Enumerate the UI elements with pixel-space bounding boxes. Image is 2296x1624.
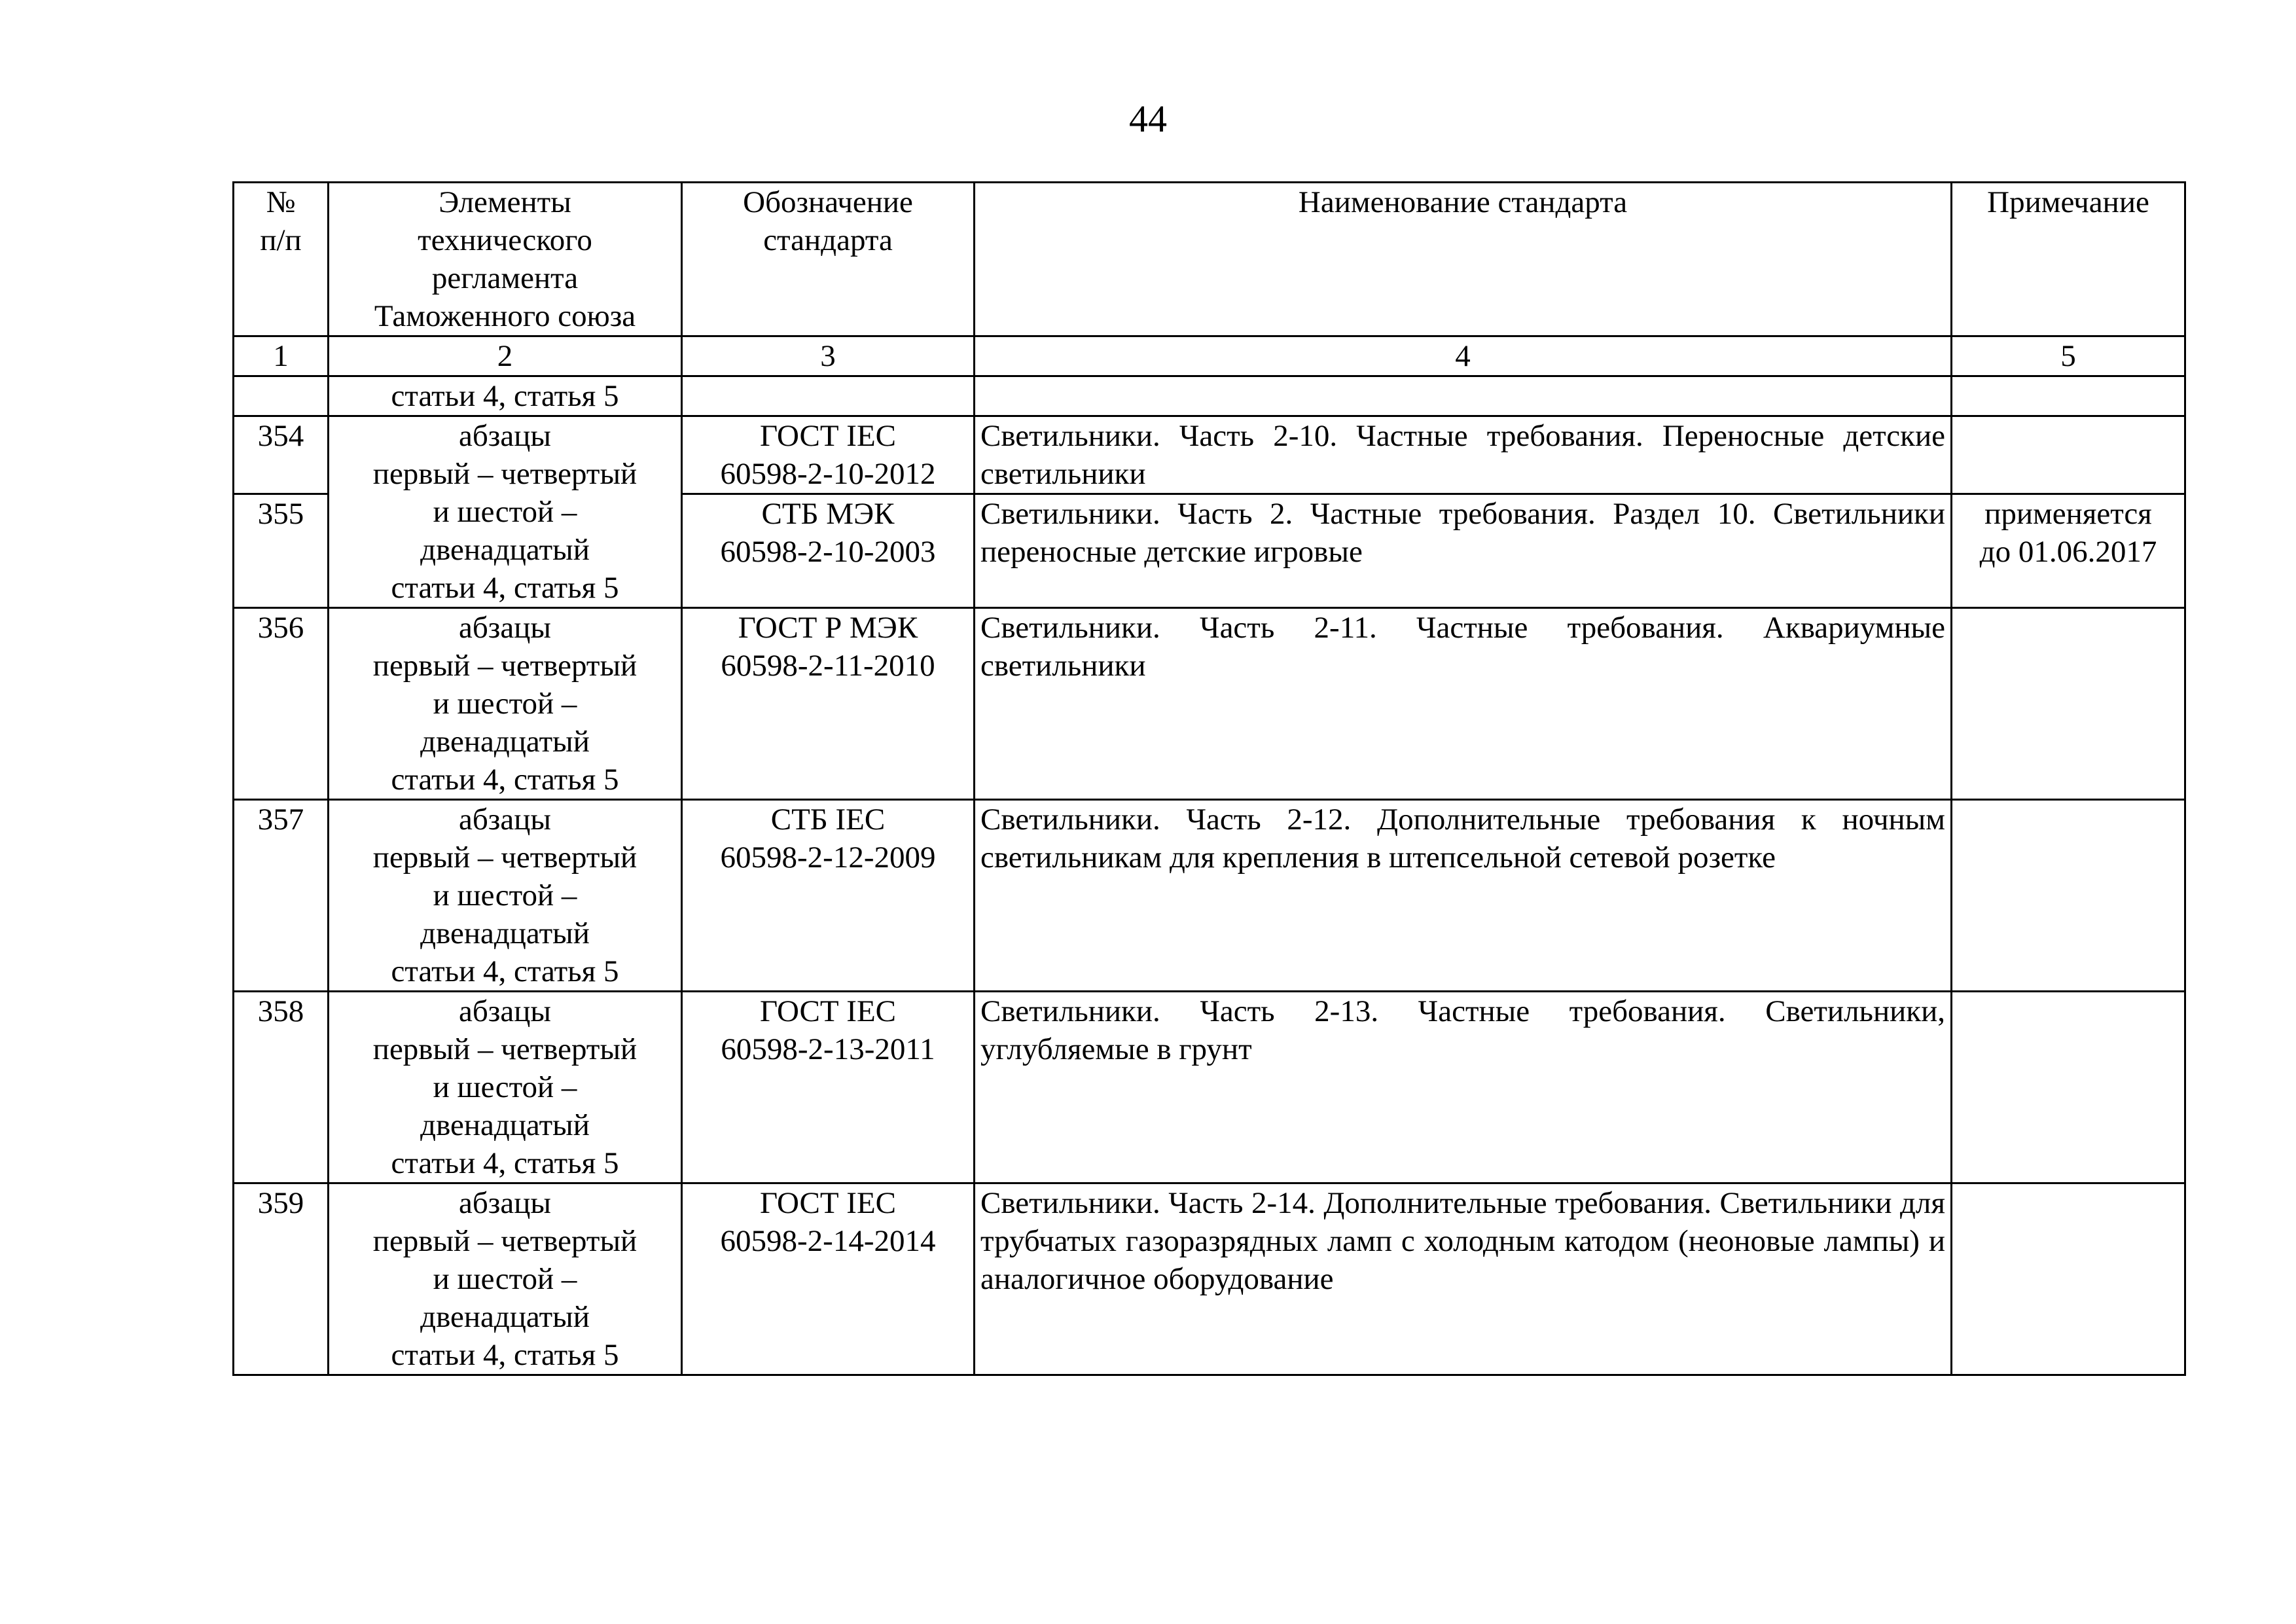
cell-name: Светильники. Часть 2-14. Дополнительные требования. Светильники для трубчатых газоразрядных ламп с холодным катодом (неоновые лампы) и аналогичное оборудование	[975, 1183, 1952, 1375]
cell-elements: абзацы первый – четвертый и шестой – двенадцатый статьи 4, статья 5	[329, 608, 682, 800]
cell-elements: абзацы первый – четвертый и шестой – двенадцатый статьи 4, статья 5	[329, 416, 682, 608]
column-number: 3	[682, 336, 975, 376]
cell-name: Светильники. Часть 2-13. Частные требования. Светильники, углубляемые в грунт	[975, 992, 1952, 1183]
cell-num: 356	[234, 608, 329, 800]
column-number: 5	[1952, 336, 2185, 376]
cell-note	[1952, 376, 2185, 416]
cell-num: 358	[234, 992, 329, 1183]
column-number: 2	[329, 336, 682, 376]
cell-name: Светильники. Часть 2-11. Частные требования. Аквариумные светильники	[975, 608, 1952, 800]
cell-designation: СТБ IEC 60598-2-12-2009	[682, 800, 975, 992]
cell-elements: абзацы первый – четвертый и шестой – двенадцатый статьи 4, статья 5	[329, 992, 682, 1183]
cell-elements: абзацы первый – четвертый и шестой – двенадцатый статьи 4, статья 5	[329, 800, 682, 992]
cell-note	[1952, 608, 2185, 800]
cell-designation: СТБ МЭК 60598-2-10-2003	[682, 494, 975, 608]
cell-num: 354	[234, 416, 329, 494]
header-name: Наименование стандарта	[975, 183, 1952, 336]
standards-table	[232, 181, 2186, 1376]
cell-name	[975, 376, 1952, 416]
cell-num: 355	[234, 494, 329, 608]
header-note: Примечание	[1952, 183, 2185, 336]
cell-elements: абзацы первый – четвертый и шестой – двенадцатый статьи 4, статья 5	[329, 1183, 682, 1375]
header-num: № п/п	[234, 183, 329, 336]
continuation-row	[234, 376, 2185, 416]
page-number: 44	[1129, 98, 1167, 140]
cell-name: Светильники. Часть 2-12. Дополнительные требования к ночным светильникам для крепления в штепсельной сетевой розетке	[975, 800, 1952, 992]
column-number: 4	[975, 336, 1952, 376]
cell-designation: ГОСТ IEC 60598-2-14-2014	[682, 1183, 975, 1375]
cell-note: применяется до 01.06.2017	[1952, 494, 2185, 608]
cell-name: Светильники. Часть 2. Частные требования. Раздел 10. Светильники переносные детские игровые	[975, 494, 1952, 608]
cell-note	[1952, 1183, 2185, 1375]
column-number-row	[234, 336, 2185, 376]
cell-designation: ГОСТ IEC 60598-2-10-2012	[682, 416, 975, 494]
table-row	[234, 416, 2185, 494]
cell-note	[1952, 800, 2185, 992]
cell-num: 357	[234, 800, 329, 992]
header-designation: Обозначение стандарта	[682, 183, 975, 336]
column-number: 1	[234, 336, 329, 376]
table-row	[234, 1183, 2185, 1375]
cell-num: 359	[234, 1183, 329, 1375]
header-elements: Элементы технического регламента Таможенного союза	[329, 183, 682, 336]
table-row	[234, 992, 2185, 1183]
cell-note	[1952, 416, 2185, 494]
cell-designation	[682, 376, 975, 416]
cell-num	[234, 376, 329, 416]
cell-designation: ГОСТ Р МЭК 60598-2-11-2010	[682, 608, 975, 800]
cell-name: Светильники. Часть 2-10. Частные требования. Переносные детские светильники	[975, 416, 1952, 494]
cell-elements: статьи 4, статья 5	[329, 376, 682, 416]
table-row	[234, 800, 2185, 992]
table-header-row	[234, 183, 2185, 336]
cell-designation: ГОСТ IEC 60598-2-13-2011	[682, 992, 975, 1183]
table-row	[234, 608, 2185, 800]
cell-note	[1952, 992, 2185, 1183]
